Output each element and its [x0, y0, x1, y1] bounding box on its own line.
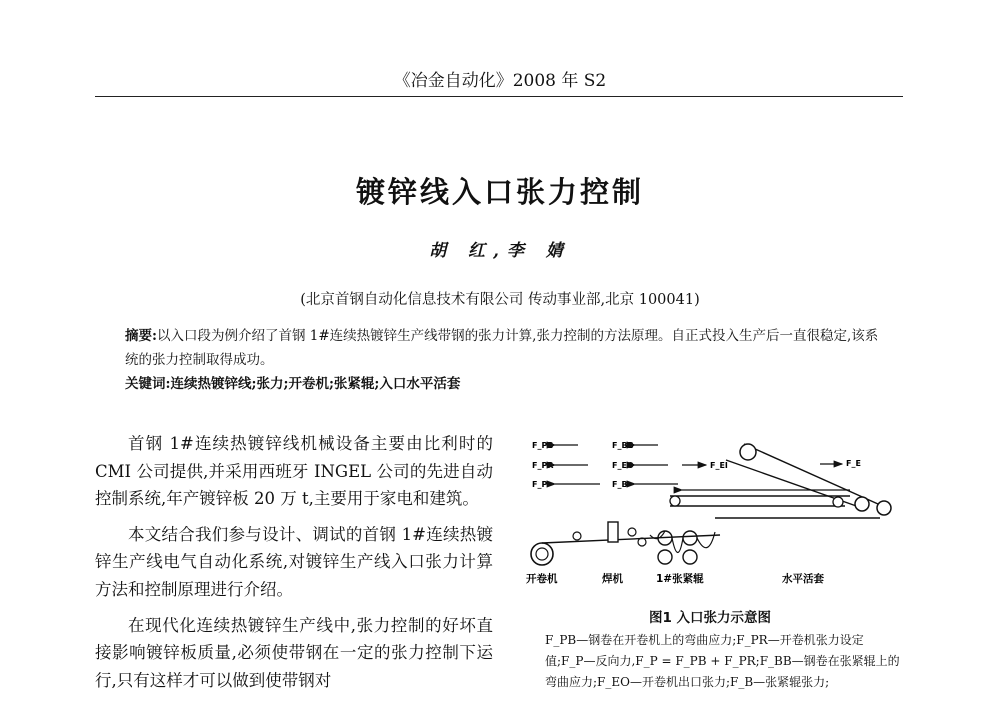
welder-box: [608, 522, 618, 542]
paper-title: 镀锌线入口张力控制: [355, 175, 644, 209]
journal-header: 《冶金自动化》2008 年 S2: [393, 71, 607, 91]
uncoiler-coil-outer: [531, 543, 553, 565]
body-paragraph-1: 首钢 1#连续热镀锌线机械设备主要由比利时的 CMI 公司提供,并采用西班牙 INGEL 公司的先进自动控制系统,年产镀锌板 20 万 t,主要用于家电和建筑。: [95, 434, 493, 509]
looper-roll-left: [670, 496, 680, 506]
keywords-paragraph: [125, 372, 885, 396]
force-label-feo: F_EO: [612, 461, 634, 470]
bridle-roll-3: [683, 531, 697, 545]
force-label-fp: F_P: [532, 480, 548, 489]
force-label-fbb: F_BB: [612, 441, 634, 450]
label-uncoiler: 开卷机: [526, 573, 558, 585]
figure-caption-body: F_PB—钢卷在开卷机上的弯曲应力;F_PR—开卷机张力设定值;F_P—反向力,F_P = F_PB + F_PR;F_BB—钢卷在张紧辊上的弯曲应力;F_EO—开卷机出口张力;F_B—张紧辊张力;: [545, 633, 900, 689]
header-rule: [95, 96, 903, 97]
keywords-text: 连续热镀锌线;张力;开卷机;张紧辊;入口水平活套: [170, 376, 461, 392]
label-bridle: 1#张紧辊: [656, 573, 704, 585]
guide-roll: [573, 532, 581, 540]
looper-roll-carriage-3: [877, 501, 891, 515]
paper-affiliation: (北京首钢自动化信息技术有限公司 传动事业部,北京 100041): [300, 292, 700, 308]
abstract-label: 摘要:: [125, 328, 157, 344]
abstract-block: [125, 324, 885, 396]
label-looper: 水平活套: [782, 573, 824, 585]
looper-roll-top: [740, 444, 756, 460]
force-label-fb: F_B: [612, 480, 628, 489]
tension-diagram: [520, 432, 900, 600]
body-paragraph-3: 在现代化连续热镀锌生产线中,张力控制的好坏直接影响镀锌板质量,必须使带钢在一定的张力控制下运行,只有这样才可以做到使带钢对: [95, 615, 493, 690]
looper-roll-carriage-2: [855, 497, 869, 511]
body-paragraph-2: 本文结合我们参与设计、调试的首钢 1#连续热镀锌生产线电气自动化系统,对镀锌生产线入口张力计算方法和控制原理进行介绍。: [95, 524, 493, 599]
deflector-roll-1: [628, 528, 636, 536]
force-label-fpb: F_PB: [532, 441, 554, 450]
paper-authors: 胡 红,李 婧: [429, 241, 571, 261]
uncoiler-coil-inner: [536, 548, 548, 560]
label-welder: 焊机: [602, 573, 623, 585]
figure-caption-title: 图1 入口张力示意图: [648, 610, 772, 626]
abstract-paragraph: [125, 324, 885, 372]
keywords-label: 关键词:: [125, 376, 171, 392]
force-label-fpr: F_PR: [532, 461, 554, 470]
bridle-roll-4: [683, 550, 697, 564]
force-label-fe: F_E: [846, 459, 861, 468]
body-column-left: [95, 430, 493, 702]
force-label-fei: F_EI: [710, 461, 728, 470]
bridle-roll-2: [658, 550, 672, 564]
abstract-text: 以入口段为例介绍了首钢 1#连续热镀锌生产线带钢的张力计算,张力控制的方法原理。自正式投入生产后一直很稳定,该系统的张力控制取得成功。: [125, 328, 879, 368]
looper-roll-carriage-1: [833, 497, 843, 507]
